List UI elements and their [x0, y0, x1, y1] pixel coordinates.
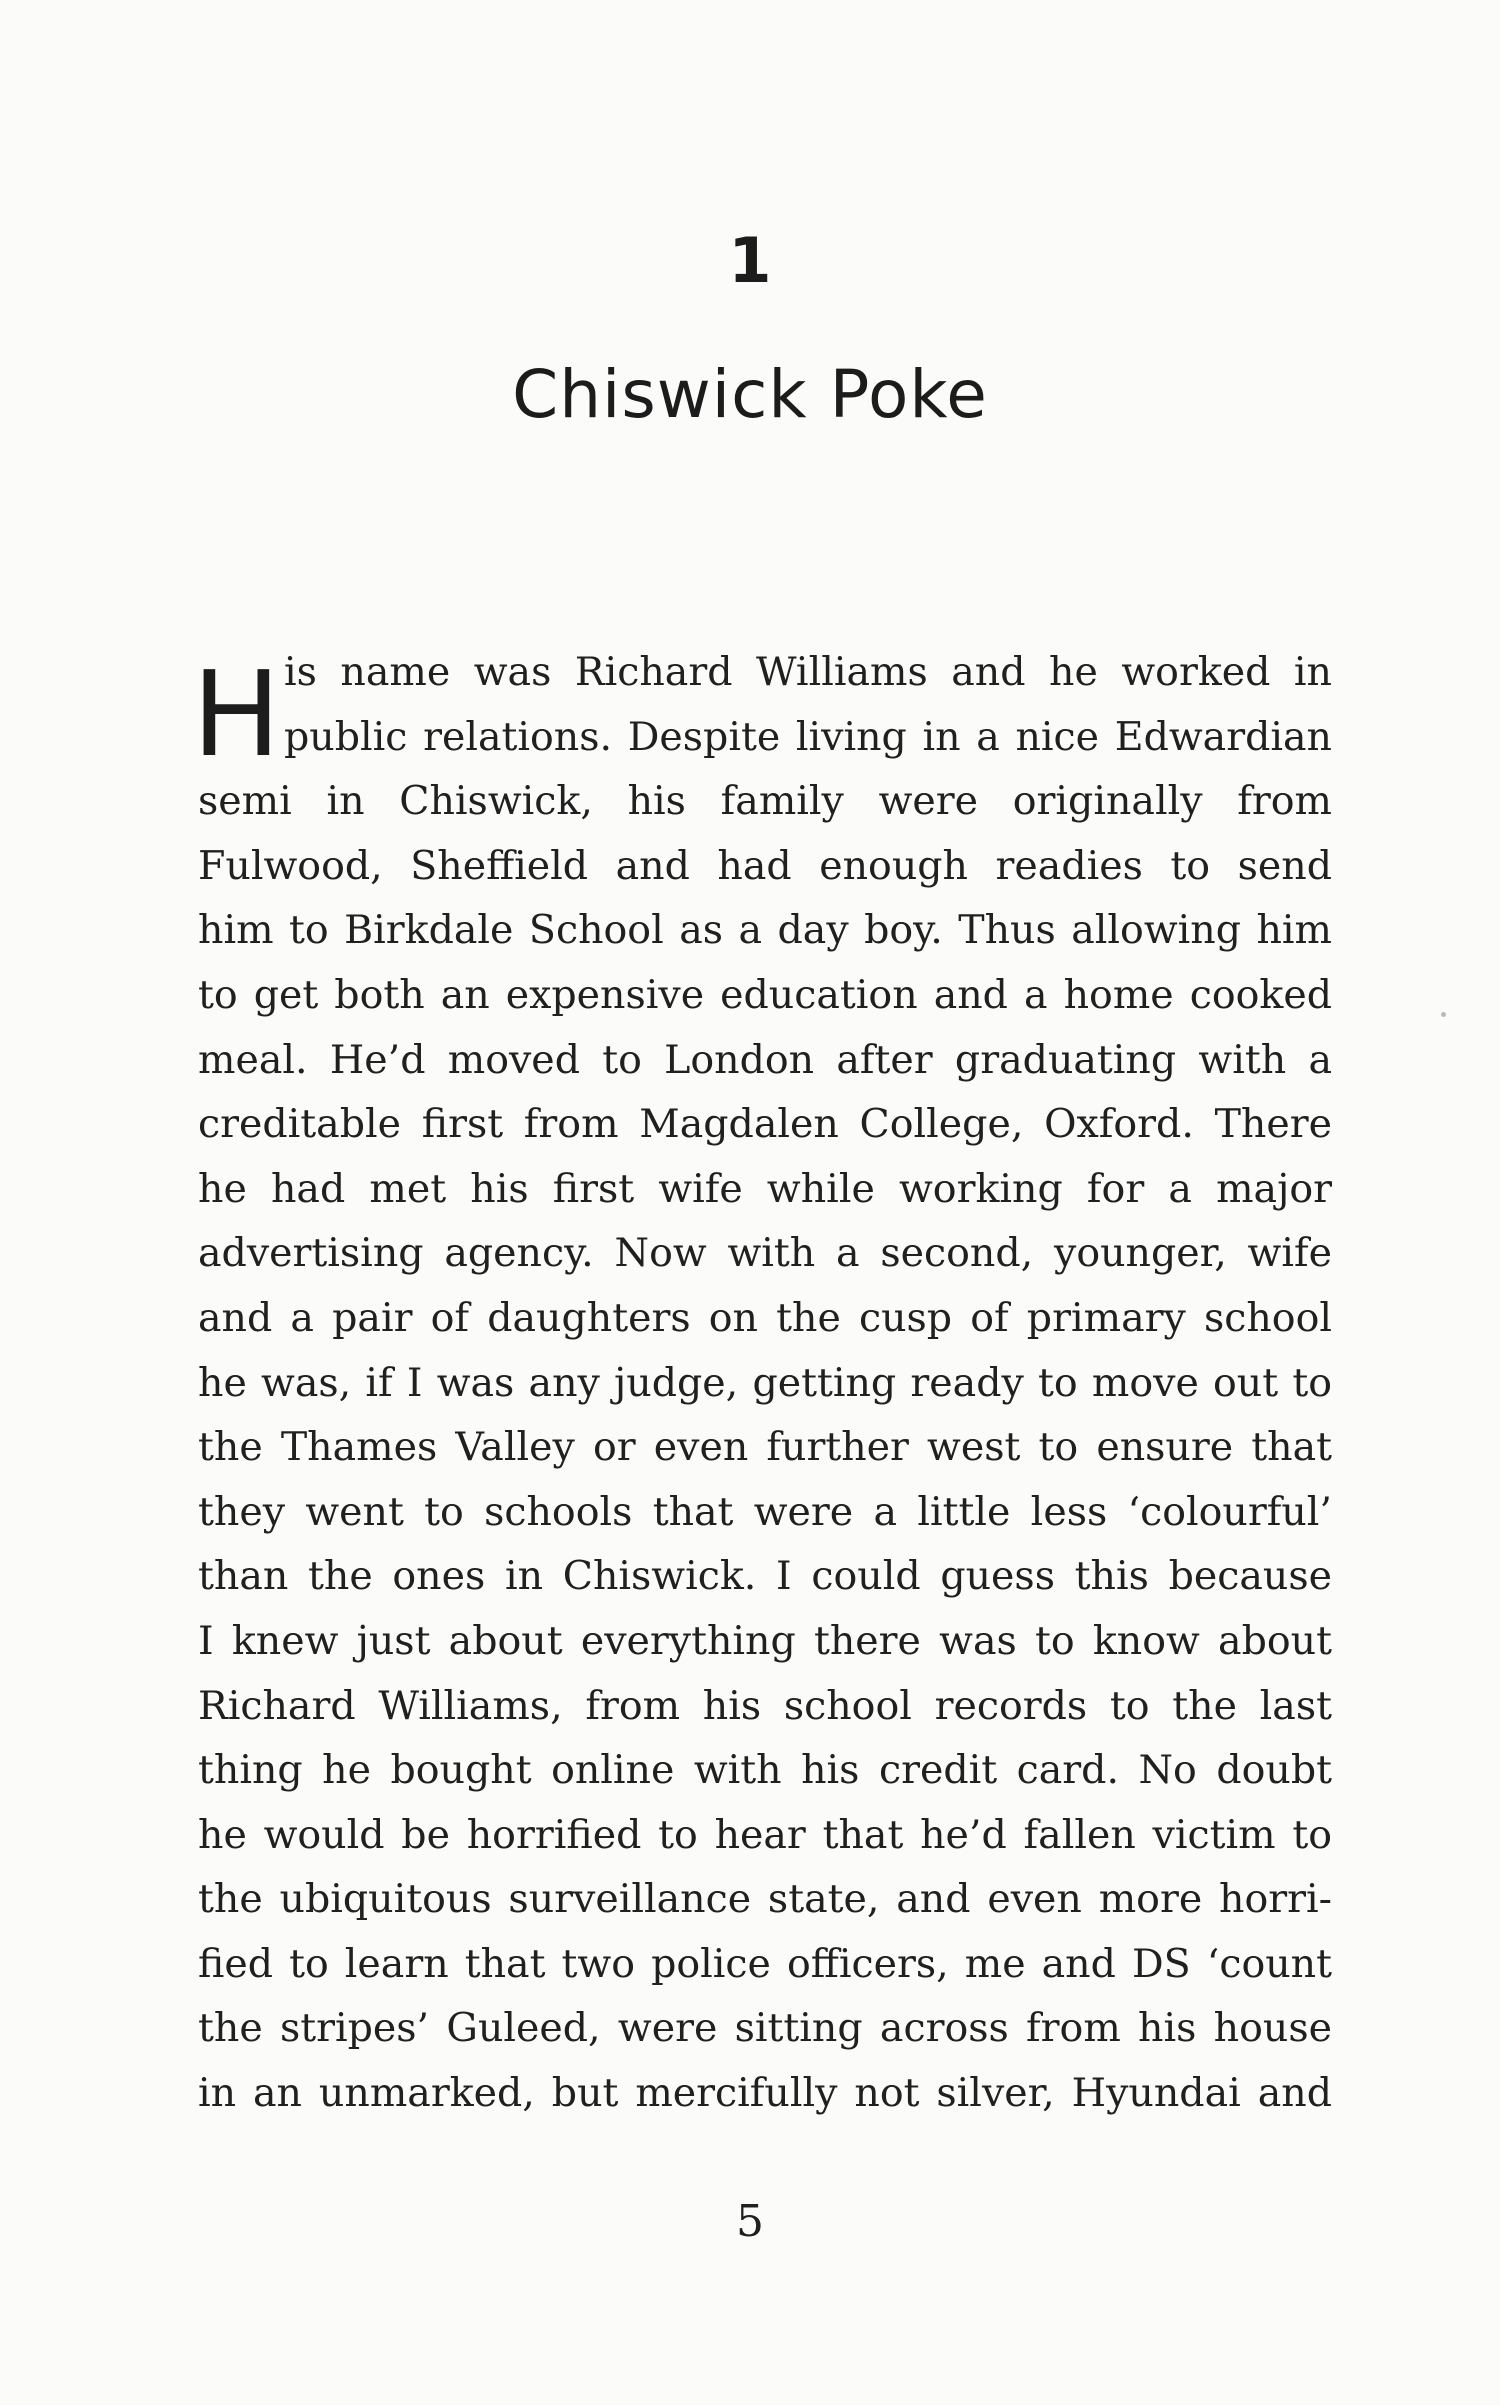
text-line: they went to schools that were a little less ‘colourful’ — [198, 1488, 1332, 1535]
text-line: advertising agency. Now with a second, younger, wife — [198, 1230, 1332, 1277]
text-line: he would be horrified to hear that he’d fallen victim to — [198, 1811, 1332, 1858]
page-number: 5 — [736, 2196, 764, 2247]
text-line: in an unmarked, but mercifully not silver, Hyundai and — [198, 2070, 1332, 2117]
text-line: thing he bought online with his credit card. No doubt — [198, 1747, 1332, 1794]
text-line: and a pair of daughters on the cusp of primary school — [198, 1294, 1332, 1341]
text-line: public relations. Despite living in a nice Edwardian — [284, 713, 1332, 760]
text-line: him to Birkdale School as a day boy. Thus allowing him — [198, 907, 1332, 954]
text-line: than the ones in Chiswick. I could guess this because — [198, 1553, 1332, 1600]
text-line: I knew just about everything there was to know about — [198, 1617, 1332, 1664]
text-line: the Thames Valley or even further west to ensure that — [198, 1424, 1332, 1471]
text-line: semi in Chiswick, his family were originally from — [198, 778, 1332, 825]
text-line: Richard Williams, from his school records to the last — [198, 1682, 1332, 1729]
text-line: Fulwood, Sheffield and had enough readies to send — [198, 842, 1332, 889]
text-line: meal. He’d moved to London after graduating with a — [198, 1036, 1332, 1083]
text-line: the stripes’ Guleed, were sitting across from his house — [198, 2005, 1332, 2052]
scan-speck — [1441, 1012, 1446, 1017]
body-paragraph — [198, 640, 1332, 2126]
chapter-title: Chiswick Poke — [512, 356, 988, 433]
drop-cap: H — [192, 645, 281, 783]
chapter-number: 1 — [728, 224, 772, 297]
text-line: fied to learn that two police officers, me and DS ‘count — [198, 1940, 1332, 1987]
text-line: he was, if I was any judge, getting ready to move out to — [198, 1359, 1332, 1406]
text-line: is name was Richard Williams and he worked in — [284, 649, 1332, 695]
text-line: to get both an expensive education and a home cooked — [198, 971, 1332, 1018]
text-line: creditable first from Magdalen College, Oxford. There — [198, 1101, 1332, 1148]
text-line: he had met his first wife while working for a major — [198, 1165, 1332, 1212]
text-line: the ubiquitous surveillance state, and even more horri- — [198, 1876, 1332, 1923]
